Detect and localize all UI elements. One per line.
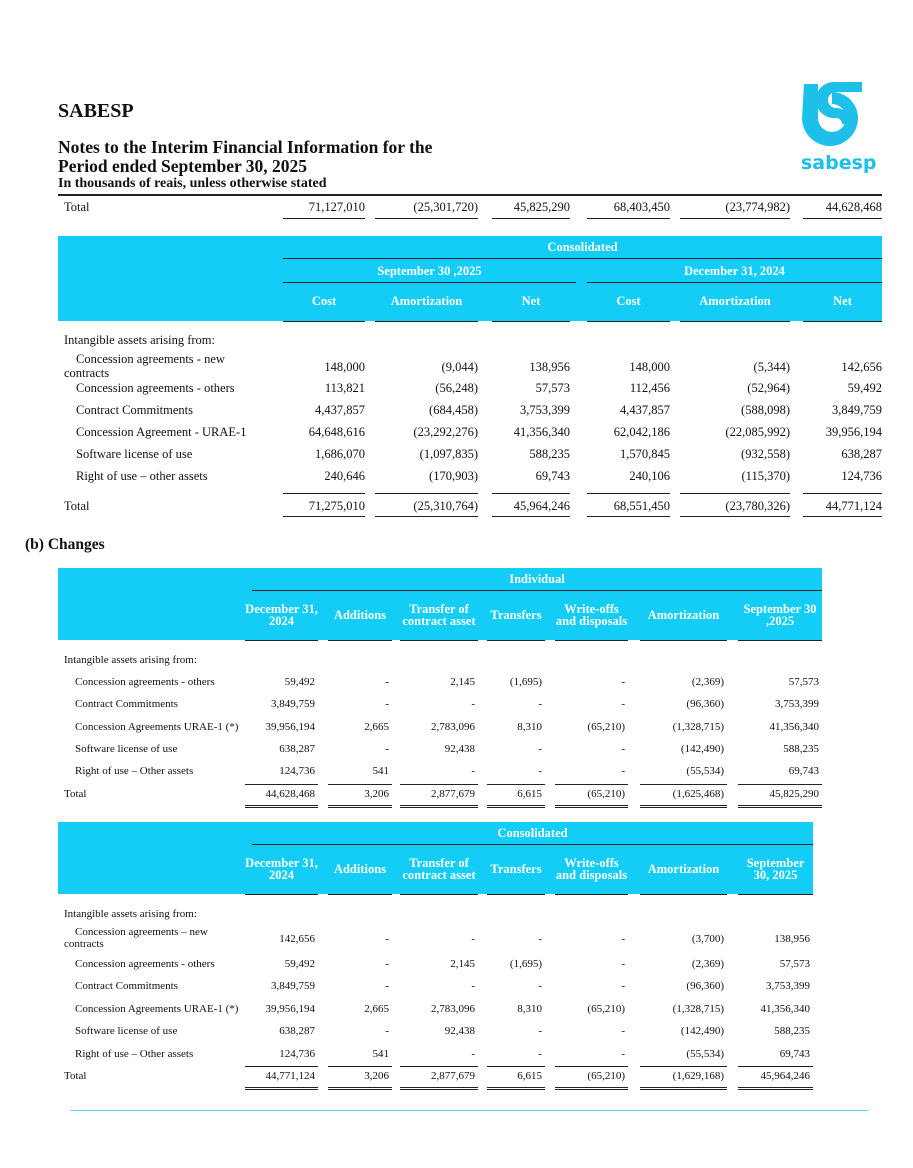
section-label: Intangible assets arising from:: [64, 654, 197, 666]
total-value: 2,877,679: [431, 788, 475, 800]
divider: [487, 805, 545, 806]
total-value: (23,774,982): [725, 200, 790, 214]
row-label: Concession agreements - others: [76, 381, 235, 395]
divider: [640, 640, 727, 641]
column-header: Transfers: [490, 608, 542, 622]
divider: [587, 218, 670, 219]
cell-value: 588,235: [774, 1025, 810, 1037]
row-label: Concession agreements - others: [75, 676, 215, 688]
divider: [245, 784, 318, 785]
cell-value: 2,783,096: [431, 721, 475, 733]
cell-value: (142,490): [680, 1025, 724, 1037]
total-value: (1,625,468): [672, 788, 724, 800]
divider: [400, 1087, 478, 1088]
cell-value: 57,573: [788, 676, 819, 688]
cell-value: -: [621, 1048, 625, 1060]
divider: [555, 894, 628, 895]
total-value: 44,771,124: [265, 1070, 315, 1082]
column-header: Amortization: [699, 294, 771, 308]
divider: [640, 1066, 727, 1067]
cell-value: (1,695): [509, 676, 542, 688]
cell-value: 2,145: [450, 958, 475, 970]
cell-value: -: [385, 980, 389, 992]
cell-value: 124,736: [841, 469, 882, 483]
cell-value: (1,097,835): [419, 447, 478, 461]
cell-value: -: [621, 698, 625, 710]
row-label: Contract Commitments: [75, 698, 178, 710]
cell-value: -: [538, 1025, 542, 1037]
total-value: 44,628,468: [825, 200, 882, 214]
column-header: September 30, 2025: [746, 856, 805, 882]
row-label: Software license of use: [75, 1025, 178, 1037]
column-header: Cost: [616, 294, 641, 308]
cell-value: 588,235: [529, 447, 570, 461]
divider: [328, 640, 392, 641]
cell-value: -: [385, 698, 389, 710]
column-header: Transfer of contract asset: [402, 856, 476, 882]
divider: [400, 805, 478, 806]
cell-value: 57,573: [535, 381, 570, 395]
cell-value: (684,458): [429, 403, 478, 417]
total-value: (25,310,764): [413, 499, 478, 513]
cell-value: -: [385, 933, 389, 945]
cell-value: 59,492: [284, 676, 315, 688]
divider: [487, 784, 545, 785]
cell-value: 8,310: [517, 721, 542, 733]
header-group: Consolidated: [497, 826, 568, 840]
cell-value: 142,656: [841, 360, 882, 374]
row-label: Concession agreements - new contracts: [64, 352, 225, 380]
cell-value: 638,287: [279, 1025, 315, 1037]
column-header: Cost: [311, 294, 337, 308]
divider: [252, 590, 822, 591]
cell-value: (142,490): [680, 743, 724, 755]
divider: [803, 516, 882, 517]
divider: [252, 844, 813, 845]
divider: [487, 640, 545, 641]
cell-value: 69,743: [535, 469, 570, 483]
divider: [375, 218, 478, 219]
divider: [487, 807, 545, 808]
divider: [283, 258, 882, 259]
divider: [640, 784, 727, 785]
row-label: Contract Commitments: [76, 403, 194, 417]
cell-value: -: [538, 1048, 542, 1060]
total-value: 44,771,124: [825, 499, 882, 513]
cell-value: 113,821: [324, 381, 365, 395]
total-value: 6,615: [517, 788, 542, 800]
row-label: Concession Agreement - URAE-1: [76, 425, 247, 439]
divider: [803, 218, 882, 219]
cell-value: 4,437,857: [620, 403, 670, 417]
cell-value: 3,753,399: [766, 980, 810, 992]
changes-heading: (b) Changes: [25, 536, 105, 553]
cell-value: -: [471, 980, 475, 992]
row-label: Concession Agreements URAE-1 (*): [75, 1003, 239, 1015]
column-header: December 31, 2024: [245, 602, 318, 628]
divider: [487, 1087, 545, 1088]
cell-value: (170,903): [429, 469, 478, 483]
divider: [328, 894, 392, 895]
divider: [328, 805, 392, 806]
divider: [400, 784, 478, 785]
cell-value: 39,956,194: [265, 721, 315, 733]
cell-value: -: [471, 765, 475, 777]
divider: [400, 1089, 478, 1090]
cell-value: 92,438: [444, 743, 475, 755]
cell-value: 240,646: [324, 469, 365, 483]
divider: [487, 1066, 545, 1067]
divider: [328, 807, 392, 808]
cell-value: 138,956: [529, 360, 570, 374]
cell-value: -: [538, 933, 542, 945]
row-label: Contract Commitments: [75, 980, 178, 992]
cell-value: 1,686,070: [315, 447, 365, 461]
divider: [738, 807, 822, 808]
page-title: [58, 138, 432, 176]
column-header: Amortization: [390, 294, 463, 308]
total-value: (23,780,326): [725, 499, 790, 513]
row-label: Concession agreements - others: [75, 958, 215, 970]
cell-value: (2,369): [691, 958, 724, 970]
total-value: (1,629,168): [672, 1070, 724, 1082]
cell-value: 92,438: [444, 1025, 475, 1037]
divider: [640, 1087, 727, 1088]
divider: [640, 807, 727, 808]
total-value: 68,403,450: [613, 200, 670, 214]
cell-value: 148,000: [629, 360, 670, 374]
divider: [375, 321, 478, 322]
cell-value: -: [385, 743, 389, 755]
footer-divider: [70, 1110, 868, 1111]
divider: [245, 807, 318, 808]
cell-value: 59,492: [847, 381, 882, 395]
column-header: Transfer of contract asset: [402, 602, 476, 628]
divider: [555, 1089, 628, 1090]
cell-value: (588,098): [741, 403, 790, 417]
header-period: September 30 ,2025: [377, 264, 482, 278]
divider: [555, 784, 628, 785]
cell-value: 39,956,194: [265, 1003, 315, 1015]
divider: [492, 516, 570, 517]
cell-value: 124,736: [279, 1048, 315, 1060]
cell-value: 148,000: [324, 360, 365, 374]
total-value: (65,210): [587, 1070, 625, 1082]
cell-value: (5,344): [753, 360, 790, 374]
divider: [680, 493, 790, 494]
column-header: September 30 ,2025: [743, 602, 817, 628]
divider: [738, 1089, 813, 1090]
cell-value: 64,648,616: [308, 425, 365, 439]
header-group: Individual: [509, 572, 565, 586]
column-header: Amortization: [647, 862, 720, 876]
cell-value: -: [538, 765, 542, 777]
cell-value: 8,310: [517, 1003, 542, 1015]
row-label: Software license of use: [75, 743, 178, 755]
cell-value: (932,558): [741, 447, 790, 461]
cell-value: (56,248): [435, 381, 478, 395]
total-label: Total: [64, 499, 90, 513]
cell-value: 2,665: [364, 721, 389, 733]
cell-value: 69,743: [779, 1048, 810, 1060]
cell-value: (3,700): [691, 933, 724, 945]
divider: [738, 894, 813, 895]
divider: [492, 321, 570, 322]
divider: [328, 1089, 392, 1090]
divider: [640, 894, 727, 895]
cell-value: (96,360): [686, 980, 724, 992]
divider: [680, 516, 790, 517]
divider: [328, 1087, 392, 1088]
cell-value: -: [621, 676, 625, 688]
total-value: (65,210): [587, 788, 625, 800]
cell-value: -: [538, 980, 542, 992]
divider: [555, 807, 628, 808]
cell-value: 3,753,399: [775, 698, 819, 710]
total-value: 3,206: [364, 788, 389, 800]
cell-value: 638,287: [841, 447, 882, 461]
divider: [245, 640, 318, 641]
total-value: 45,964,246: [513, 499, 570, 513]
total-value: 6,615: [517, 1070, 542, 1082]
cell-value: 541: [372, 1048, 389, 1060]
cell-value: 41,356,340: [769, 721, 819, 733]
cell-value: -: [385, 958, 389, 970]
cell-value: 3,753,399: [520, 403, 570, 417]
divider: [245, 805, 318, 806]
column-header: Amortization: [647, 608, 720, 622]
divider: [555, 1087, 628, 1088]
cell-value: (115,370): [741, 469, 790, 483]
divider: [375, 516, 478, 517]
divider: [400, 1066, 478, 1067]
divider: [283, 321, 365, 322]
divider: [803, 321, 882, 322]
title-line-1: Notes to the Interim Financial Information for the: [58, 137, 433, 157]
cell-value: 3,849,759: [271, 980, 315, 992]
cell-value: 2,783,096: [431, 1003, 475, 1015]
cell-value: 142,656: [279, 933, 315, 945]
divider: [487, 1089, 545, 1090]
divider: [400, 640, 478, 641]
cell-value: -: [621, 1025, 625, 1037]
cell-value: 62,042,186: [613, 425, 670, 439]
row-label: Right of use – Other assets: [75, 1048, 194, 1060]
divider: [640, 1089, 727, 1090]
total-value: 68,551,450: [613, 499, 670, 513]
cell-value: (65,210): [587, 721, 625, 733]
cell-value: 69,743: [788, 765, 819, 777]
cell-value: 41,356,340: [513, 425, 570, 439]
total-label: Total: [64, 1070, 87, 1082]
cell-value: (22,085,992): [725, 425, 790, 439]
cell-value: 541: [372, 765, 389, 777]
cell-value: (55,534): [686, 1048, 724, 1060]
cell-value: (1,695): [509, 958, 542, 970]
cell-value: (1,328,715): [672, 721, 724, 733]
divider: [375, 493, 478, 494]
column-header: Write-offs and disposals: [555, 856, 628, 882]
divider: [587, 493, 670, 494]
divider: [555, 1066, 628, 1067]
cell-value: -: [385, 1025, 389, 1037]
cell-value: 638,287: [279, 743, 315, 755]
divider: [245, 1066, 318, 1067]
title-line-2: Period ended September 30, 2025: [58, 156, 308, 176]
divider: [328, 784, 392, 785]
row-label: Right of use – Other assets: [75, 765, 194, 777]
header-group: Consolidated: [547, 240, 618, 254]
divider: [245, 1089, 318, 1090]
column-header: Additions: [333, 862, 387, 876]
row-label: Software license of use: [76, 447, 193, 461]
divider: [680, 218, 790, 219]
divider: [283, 516, 365, 517]
row-label: Concession agreements – new contracts: [64, 926, 208, 950]
divider: [640, 805, 727, 806]
total-value: 2,877,679: [431, 1070, 475, 1082]
total-label: Total: [64, 788, 87, 800]
divider: [803, 493, 882, 494]
cell-value: 240,106: [629, 469, 670, 483]
cell-value: 59,492: [284, 958, 315, 970]
divider: [738, 1087, 813, 1088]
divider: [283, 493, 365, 494]
cell-value: -: [621, 743, 625, 755]
column-header: Transfers: [490, 862, 542, 876]
cell-value: (23,292,276): [413, 425, 478, 439]
cell-value: 57,573: [779, 958, 810, 970]
divider: [400, 807, 478, 808]
logo-text: sabesp: [801, 152, 877, 174]
cell-value: -: [471, 698, 475, 710]
cell-value: 2,145: [450, 676, 475, 688]
cell-value: 4,437,857: [315, 403, 365, 417]
total-value: 45,964,246: [760, 1070, 810, 1082]
column-header: Write-offs and disposals: [555, 602, 628, 628]
divider: [587, 516, 670, 517]
cell-value: -: [471, 933, 475, 945]
cell-value: -: [385, 676, 389, 688]
cell-value: 112,456: [629, 381, 670, 395]
cell-value: (1,328,715): [672, 1003, 724, 1015]
sabesp-logo: [796, 78, 876, 178]
total-value: 44,628,468: [265, 788, 315, 800]
divider: [555, 640, 628, 641]
cell-value: 138,956: [774, 933, 810, 945]
cell-value: -: [621, 765, 625, 777]
total-value: 71,127,010: [308, 200, 365, 214]
row-label: Right of use – other assets: [76, 469, 208, 483]
row-label: Concession Agreements URAE-1 (*): [75, 721, 239, 733]
divider: [328, 1066, 392, 1067]
company-name: SABESP: [58, 100, 134, 122]
divider: [738, 1066, 813, 1067]
cell-value: -: [471, 1048, 475, 1060]
divider: [587, 282, 882, 283]
header-period: December 31, 2024: [684, 264, 785, 278]
cell-value: 41,356,340: [760, 1003, 810, 1015]
cell-value: -: [538, 743, 542, 755]
divider: [738, 805, 822, 806]
total-value: (25,301,720): [413, 200, 478, 214]
section-label: Intangible assets arising from:: [64, 908, 197, 920]
divider: [738, 784, 822, 785]
divider: [245, 1087, 318, 1088]
divider: [555, 805, 628, 806]
cell-value: 588,235: [783, 743, 819, 755]
cell-value: 39,956,194: [825, 425, 882, 439]
column-header: Net: [521, 294, 541, 308]
cell-value: 3,849,759: [271, 698, 315, 710]
divider: [738, 640, 822, 641]
cell-value: 124,736: [279, 765, 315, 777]
cell-value: (2,369): [691, 676, 724, 688]
total-value: 45,825,290: [513, 200, 570, 214]
cell-value: (52,964): [747, 381, 790, 395]
cell-value: -: [538, 698, 542, 710]
divider: [587, 321, 670, 322]
divider: [487, 894, 545, 895]
divider: [680, 321, 790, 322]
total-value: 45,825,290: [769, 788, 819, 800]
cell-value: -: [621, 958, 625, 970]
cell-value: (65,210): [587, 1003, 625, 1015]
column-header: Additions: [333, 608, 387, 622]
page-subtitle: In thousands of reais, unless otherwise stated: [58, 176, 327, 191]
cell-value: (55,534): [686, 765, 724, 777]
cell-value: 2,665: [364, 1003, 389, 1015]
cell-value: -: [621, 980, 625, 992]
column-header: December 31, 2024: [245, 856, 318, 882]
divider: [492, 218, 570, 219]
column-header: Net: [833, 294, 852, 308]
total-value: 3,206: [364, 1070, 389, 1082]
cell-value: (96,360): [686, 698, 724, 710]
cell-value: (9,044): [441, 360, 478, 374]
divider: [492, 493, 570, 494]
divider: [400, 894, 478, 895]
total-label: Total: [64, 200, 90, 214]
section-label: Intangible assets arising from:: [64, 333, 216, 347]
total-value: 71,275,010: [308, 499, 365, 513]
cell-value: 1,570,845: [620, 447, 670, 461]
divider: [283, 218, 365, 219]
divider: [283, 282, 576, 283]
cell-value: -: [621, 933, 625, 945]
divider: [245, 894, 318, 895]
divider: [58, 195, 882, 196]
cell-value: 3,849,759: [832, 403, 882, 417]
